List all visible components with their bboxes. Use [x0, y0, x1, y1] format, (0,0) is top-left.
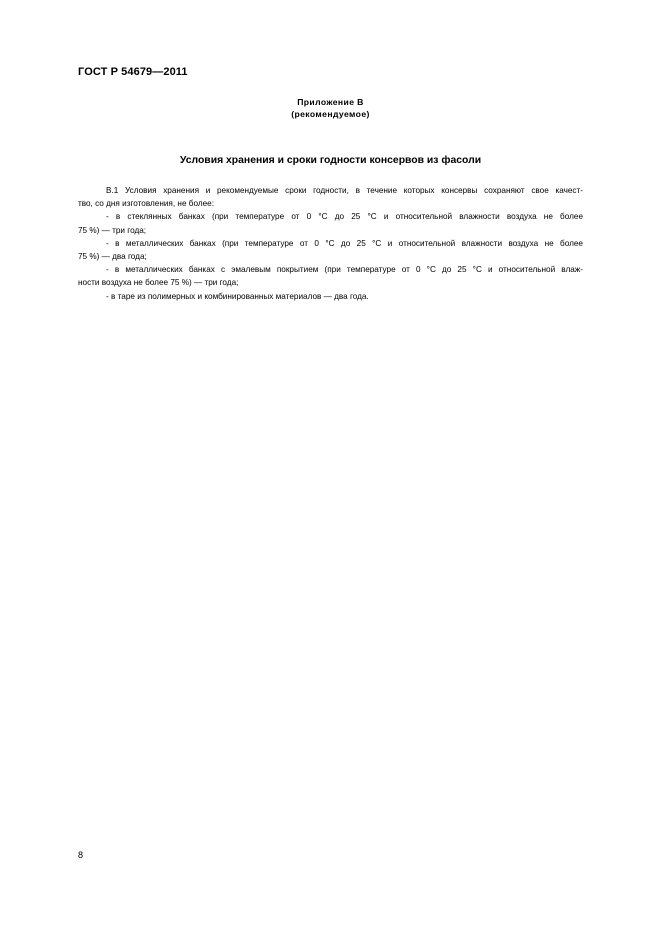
section-title: Условия хранения и сроки годности консервов из фасоли — [179, 155, 482, 166]
paragraph-line: В.1 Условия хранения и рекомендуемые сроки годности, в течение которых консервы сохраняют свое качест- — [106, 186, 583, 195]
appendix-label: Приложение В — [297, 97, 364, 107]
appendix-status: (рекомендуемое) — [291, 109, 370, 119]
list-item-line: - в металлических банках (при температуре от 0 °С до 25 °С и относительной влажности воздуха не более — [106, 238, 583, 248]
appendix-heading — [78, 96, 583, 120]
page-number: 8 — [78, 850, 84, 860]
list-item-line: - в стеклянных банках (при температуре от 0 °С до 25 °С и относительной влажности воздуха не более — [106, 212, 583, 222]
list-item-line: ности воздуха не более 75 %) — три года; — [78, 278, 239, 288]
body-text — [78, 184, 583, 303]
document-code: ГОСТ Р 54679—2011 — [78, 66, 188, 78]
paragraph-line: тво, со дня изготовления, не более: — [78, 199, 214, 209]
list-item-line: 75 %) — два года; — [78, 251, 147, 261]
list-item-line: - в металлических банках с эмалевым покрытием (при температуре от 0 °С до 25 °С и относительной влаж- — [106, 265, 583, 275]
list-item-line: 75 %) — три года; — [78, 225, 147, 235]
list-item-line: - в таре из полимерных и комбинированных материалов — два года. — [106, 291, 369, 301]
